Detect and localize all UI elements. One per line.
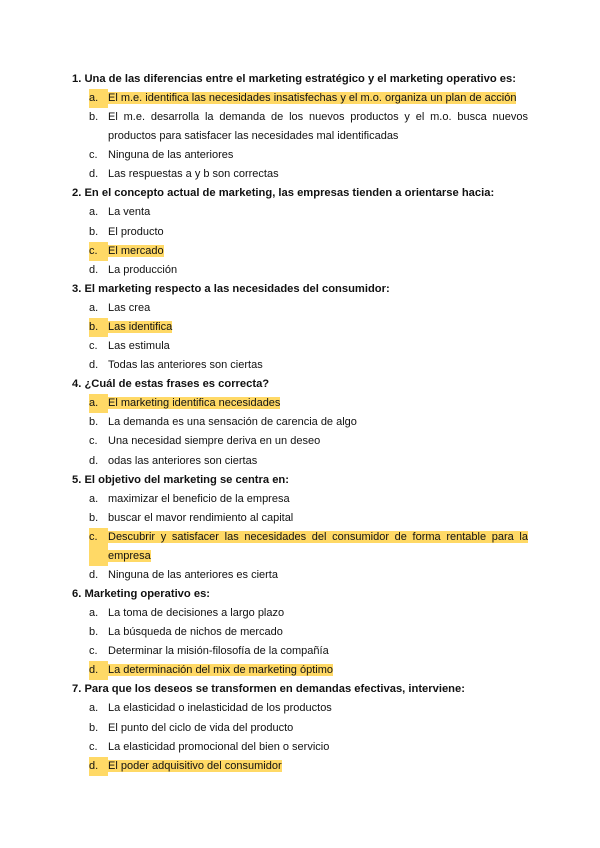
answer-option (72, 261, 528, 280)
answer-option-correct (72, 394, 528, 413)
option-text: El producto (108, 225, 164, 238)
answer-option (72, 356, 528, 375)
answer-option-correct (72, 528, 528, 566)
option-text-wrapper (108, 242, 528, 261)
option-text-wrapper (108, 299, 528, 318)
option-text-wrapper (108, 604, 528, 623)
answer-options (72, 89, 528, 184)
option-letter: c. (89, 435, 98, 448)
option-letter: b. (89, 318, 108, 337)
option-letter: a. (89, 89, 108, 108)
option-text: Las crea (108, 301, 151, 314)
option-text: El m.e. desarrolla la demanda de los nuevos productos y el m.o. busca nuevos productos para satisfacer las necesidades mal identificadas (108, 111, 528, 143)
option-text: Todas las anteriores son ciertas (108, 359, 263, 372)
answer-option (72, 623, 528, 642)
answer-option (72, 738, 528, 757)
answer-option (72, 223, 528, 242)
question-title: 6. Marketing operativo es: (72, 588, 211, 601)
option-letter: d. (89, 359, 99, 372)
option-letter: c. (89, 528, 108, 566)
question-block (72, 280, 528, 375)
answer-option (72, 432, 528, 451)
option-letter: c. (89, 149, 98, 162)
option-text: Ninguna de las anteriores es cierta (108, 568, 278, 581)
option-letter: c. (89, 740, 98, 753)
option-text: Las respuestas a y b son correctas (108, 168, 279, 181)
question-block (72, 184, 528, 279)
question-block (72, 585, 528, 680)
answer-options (72, 604, 528, 680)
answer-option-correct (72, 661, 528, 680)
option-text-wrapper (108, 509, 528, 528)
option-text-wrapper (108, 566, 528, 585)
option-text: Una necesidad siempre deriva en un deseo (108, 435, 321, 448)
option-text-wrapper (108, 203, 528, 222)
option-letter: a. (89, 394, 108, 413)
answer-options (72, 699, 528, 775)
answer-option (72, 337, 528, 356)
option-letter: d. (89, 454, 99, 467)
answer-option (72, 146, 528, 165)
option-text-wrapper (108, 394, 528, 413)
option-letter: b. (89, 626, 99, 639)
answer-options (72, 394, 528, 470)
option-letter: c. (89, 242, 108, 261)
option-letter: d. (89, 568, 99, 581)
option-text-wrapper (108, 642, 528, 661)
option-text-wrapper (108, 261, 528, 280)
answer-option (72, 452, 528, 471)
option-letter: a. (89, 492, 99, 505)
option-text-wrapper (108, 490, 528, 509)
option-text: La determinación del mix de marketing óptimo (108, 664, 334, 677)
option-letter: a. (89, 206, 99, 219)
option-text: Las identifica (108, 320, 173, 333)
option-text-wrapper (108, 738, 528, 757)
option-text-wrapper (108, 89, 528, 108)
question-title: 5. El objetivo del marketing se centra en: (72, 473, 289, 486)
option-text-wrapper (108, 108, 528, 146)
question-title: 4. ¿Cuál de estas frases es correcta? (72, 378, 270, 391)
option-letter: b. (89, 225, 99, 238)
option-letter: d. (89, 168, 99, 181)
option-text: La elasticidad promocional del bien o servicio (108, 740, 330, 753)
option-text: La elasticidad o inelasticidad de los productos (108, 702, 332, 715)
question-title: 2. En el concepto actual de marketing, las empresas tienden a orientarse hacia: (72, 187, 495, 200)
option-text-wrapper (108, 337, 528, 356)
answer-option (72, 108, 528, 146)
answer-options (72, 299, 528, 375)
answer-option (72, 413, 528, 432)
option-text: El mercado (108, 244, 164, 257)
option-letter: b. (89, 111, 99, 124)
option-text: Ninguna de las anteriores (108, 149, 234, 162)
option-letter: d. (89, 757, 108, 776)
answer-option (72, 604, 528, 623)
question-title: 7. Para que los deseos se transformen en demandas efectivas, interviene: (72, 683, 465, 696)
option-letter: b. (89, 416, 99, 429)
question-block (72, 70, 528, 184)
answer-option (72, 165, 528, 184)
question-block (72, 471, 528, 585)
answer-option (72, 699, 528, 718)
option-text-wrapper (108, 223, 528, 242)
answer-option-correct (72, 318, 528, 337)
option-letter: b. (89, 721, 99, 734)
option-text-wrapper (108, 719, 528, 738)
option-text: La venta (108, 206, 151, 219)
option-letter: b. (89, 511, 99, 524)
answer-options (72, 203, 528, 279)
answer-option-correct (72, 89, 528, 108)
option-letter: d. (89, 661, 108, 680)
question-block (72, 680, 528, 775)
question-block (72, 375, 528, 470)
option-text: El marketing identifica necesidades (108, 397, 281, 410)
option-text-wrapper (108, 413, 528, 432)
option-text-wrapper (108, 661, 528, 680)
answer-option (72, 566, 528, 585)
option-text: La producción (108, 263, 178, 276)
answer-option (72, 719, 528, 738)
answer-option (72, 509, 528, 528)
option-text: odas las anteriores son ciertas (108, 454, 258, 467)
option-text-wrapper (108, 623, 528, 642)
answer-option (72, 490, 528, 509)
option-letter: d. (89, 263, 99, 276)
option-text: La búsqueda de nichos de mercado (108, 626, 283, 639)
option-text-wrapper (108, 452, 528, 471)
option-text-wrapper (108, 146, 528, 165)
question-title: 3. El marketing respecto a las necesidades del consumidor: (72, 282, 390, 295)
option-text-wrapper (108, 528, 528, 566)
option-text: El punto del ciclo de vida del producto (108, 721, 294, 734)
option-text: La demanda es una sensación de carencia de algo (108, 416, 357, 429)
question-title: 1. Una de las diferencias entre el marketing estratégico y el marketing operativo es: (72, 73, 516, 85)
option-text: Las estimula (108, 340, 170, 353)
option-letter: a. (89, 301, 99, 314)
option-letter: c. (89, 645, 98, 658)
option-text-wrapper (108, 757, 528, 776)
option-text: El m.e. identifica las necesidades insatisfechas y el m.o. organiza un plan de acción (108, 92, 517, 104)
answer-option-correct (72, 757, 528, 776)
option-text: buscar el mavor rendimiento al capital (108, 511, 294, 524)
option-text-wrapper (108, 699, 528, 718)
option-text-wrapper (108, 432, 528, 451)
option-text: maximizar el beneficio de la empresa (108, 492, 290, 505)
answer-option (72, 203, 528, 222)
option-text: Descubrir y satisfacer las necesidades del consumidor de forma rentable para la empresa (108, 530, 528, 562)
option-text: La toma de decisiones a largo plazo (108, 607, 285, 620)
option-text-wrapper (108, 356, 528, 375)
option-text: El poder adquisitivo del consumidor (108, 759, 282, 772)
option-text-wrapper (108, 165, 528, 184)
answer-option (72, 299, 528, 318)
answer-options (72, 490, 528, 585)
option-text-wrapper (108, 318, 528, 337)
option-letter: a. (89, 702, 99, 715)
option-letter: c. (89, 340, 98, 353)
option-letter: a. (89, 607, 99, 620)
answer-option-correct (72, 242, 528, 261)
option-text: Determinar la misión-filosofía de la compañía (108, 645, 329, 658)
answer-option (72, 642, 528, 661)
